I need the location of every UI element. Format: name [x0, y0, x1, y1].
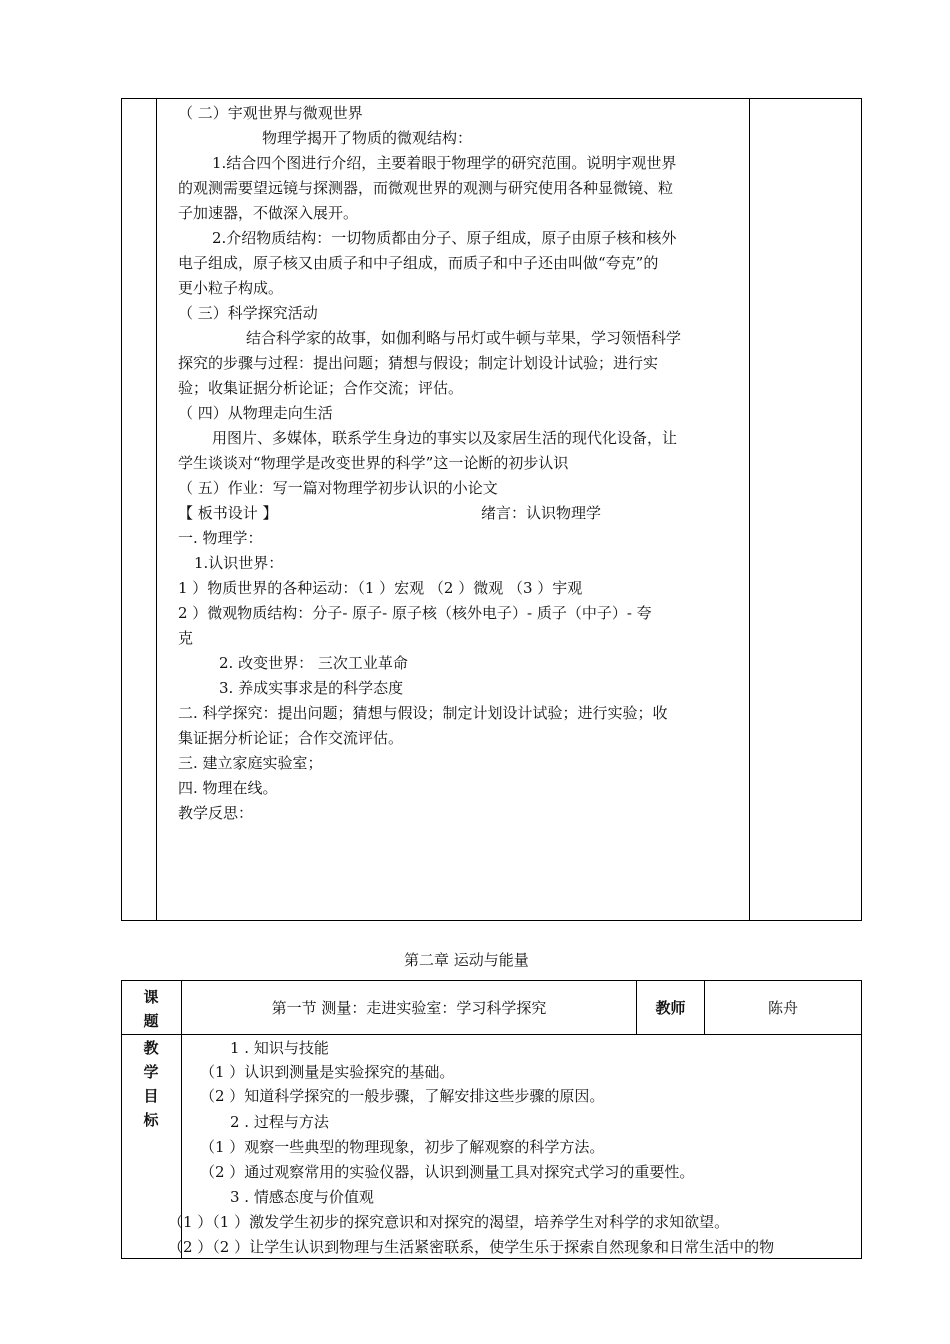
section-heading: （ 五）作业：写一篇对物理学初步认识的小论文 [178, 479, 498, 497]
text-line: 一. 物理学： [178, 529, 263, 547]
topic-label-char: 课 [143, 988, 159, 1006]
goal-label-char: 教 [143, 1039, 159, 1057]
lesson-table-border-right [861, 980, 862, 1259]
text-line: 1.结合四个图进行介绍，主要着眼于物理学的研究范围。说明宇观世界 [212, 154, 677, 172]
top-table-divider-1 [156, 98, 157, 921]
text-line: 探究的步骤与过程：提出问题；猜想与假设；制定计划设计试验；进行实 [178, 354, 659, 372]
text-line: 2 ）微观物质结构：分子- 原子- 原子核（核外电子）- 质子（中子）- 夸 [178, 604, 652, 622]
text-line: 更小粒子构成。 [178, 279, 284, 297]
text-line: 电子组成，原子核又由质子和中子组成，而质子和中子还由叫做“夸克”的 [178, 254, 659, 272]
text-line: 2.介绍物质结构：一切物质都由分子、原子组成，原子由原子核和核外 [212, 229, 677, 247]
text-line: 二. 科学探究：提出问题；猜想与假设；制定计划设计试验；进行实验；收 [178, 704, 668, 722]
reflection-heading: 教学反思： [178, 804, 254, 822]
top-table-divider-2 [749, 98, 750, 921]
board-design-title: 绪言：认识物理学 [481, 504, 602, 522]
text-line: 物理学揭开了物质的微观结构： [262, 129, 473, 147]
goal-line: （1 ）认识到测量是实验探究的基础。 [200, 1063, 455, 1081]
topic-value: 第一节 测量：走进实验室：学习科学探究 [271, 999, 547, 1017]
text-line: 2. 改变世界： 三次工业革命 [219, 654, 408, 672]
board-design-heading: 【 板书设计 】 [178, 504, 278, 522]
text-line: 学生谈谈对“物理学是改变世界的科学”这一论断的初步认识 [178, 454, 569, 472]
top-table-border-bottom [121, 920, 862, 921]
text-line: 四. 物理在线。 [178, 779, 278, 797]
goal-line: （2 ）通过观察常用的实验仪器，认识到测量工具对探究式学习的重要性。 [200, 1163, 695, 1181]
goal-line: （1 ）观察一些典型的物理现象，初步了解观察的科学方法。 [200, 1138, 605, 1156]
text-line: 的观测需要望远镜与探测器，而微观世界的观测与研究使用各种显微镜、粒 [178, 179, 674, 197]
section-heading: （ 二）宇观世界与微观世界 [178, 104, 363, 122]
goal-heading: 2 . 过程与方法 [230, 1113, 329, 1131]
text-line: 结合科学家的故事，如伽利略与吊灯或牛顿与苹果，学习领悟科学 [246, 329, 682, 347]
teacher-value: 陈舟 [767, 999, 798, 1017]
goal-heading: 3 . 情感态度与价值观 [230, 1188, 374, 1206]
topic-label-char: 题 [143, 1012, 159, 1030]
text-line: 克 [178, 629, 194, 647]
section-heading: （ 三）科学探究活动 [178, 304, 318, 322]
chapter-title: 第二章 运动与能量 [404, 951, 529, 969]
text-line: 集证据分析论证；合作交流评估。 [178, 729, 404, 747]
goal-line: （2 ）知道科学探究的一般步骤，了解安排这些步骤的原因。 [200, 1087, 605, 1105]
text-line: 1 ）物质世界的各种运动：（1 ）宏观 （2 ）微观 （3 ）宇观 [178, 579, 583, 597]
goal-label-char: 标 [143, 1111, 159, 1129]
text-line: 用图片、多媒体，联系学生身边的事实以及家居生活的现代化设备，让 [212, 429, 678, 447]
section-heading: （ 四）从物理走向生活 [178, 404, 333, 422]
top-table-border-left [121, 98, 122, 921]
text-line: 验；收集证据分析论证；合作交流；评估。 [178, 379, 464, 397]
top-table-border-top [121, 98, 862, 99]
text-line: 子加速器，不做深入展开。 [178, 204, 359, 222]
goal-line: （1 ）（1 ）激发学生初步的探究意识和对探究的渴望，培养学生对科学的求知欲望。 [168, 1213, 730, 1231]
goal-heading: 1 . 知识与技能 [230, 1039, 329, 1057]
text-line: 1.认识世界： [194, 554, 284, 572]
text-line: 3. 养成实事求是的科学态度 [219, 679, 404, 697]
top-table-border-right [861, 98, 862, 921]
teacher-label: 教师 [655, 999, 686, 1017]
lesson-table-row-divider [121, 1034, 862, 1035]
goal-label-char: 学 [143, 1063, 159, 1081]
text-line: 三. 建立家庭实验室； [178, 754, 323, 772]
lesson-table-border-bottom [121, 1258, 862, 1259]
lesson-table-border-top [121, 980, 862, 981]
goal-label-char: 目 [143, 1087, 159, 1105]
goal-line: （2 ）（2 ）让学生认识到物理与生活紧密联系，使学生乐于探索自然现象和日常生活中的物 [168, 1238, 775, 1256]
